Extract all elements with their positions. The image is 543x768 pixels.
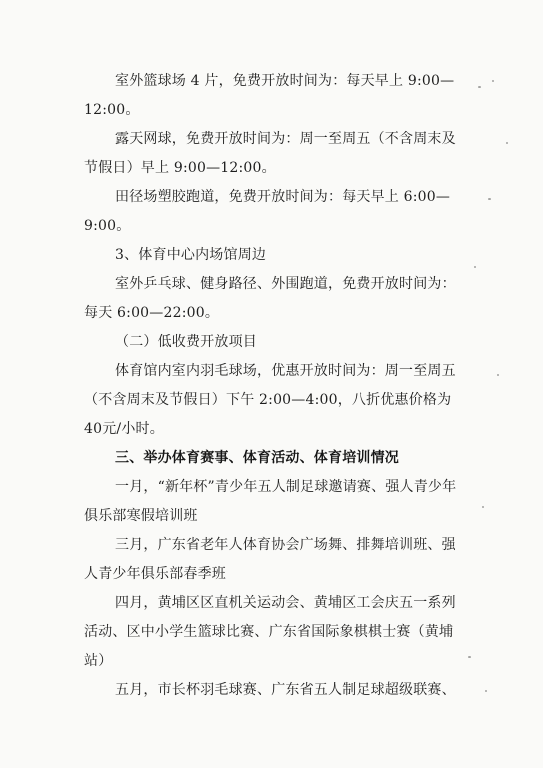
scan-speck [497, 374, 499, 376]
text-line: 一月，“新年杯”青少年五人制足球邀请赛、强人青少年 [115, 479, 457, 495]
text-line: 12:00。 [84, 102, 140, 118]
text-line: 节假日）早上 9:00—12:00。 [84, 160, 276, 176]
text-line: 室外篮球场 4 片，免费开放时间为：每天早上 9:00— [115, 73, 455, 89]
text-line: 俱乐部寒假培训班 [84, 508, 198, 524]
text-line: （不含周末及节假日）下午 2:00—4:00，八折优惠价格为 [84, 392, 452, 408]
scan-speck [506, 142, 508, 144]
scan-speck [492, 80, 494, 82]
text-line: 每天 6:00—22:00。 [84, 305, 220, 321]
text-line: 三月，广东省老年人体育协会广场舞、排舞培训班、强 [115, 537, 456, 553]
text-line: 体育馆内室内羽毛球场，优惠开放时间为：周一至周五 [115, 363, 456, 379]
text-line: 五月，市长杯羽毛球赛、广东省五人制足球超级联赛、 [115, 682, 456, 698]
scan-speck [478, 86, 481, 88]
section-heading: 三、举办体育赛事、体育活动、体育培训情况 [115, 450, 399, 466]
text-line: 40元/小时。 [84, 421, 164, 437]
scan-speck [482, 506, 484, 508]
text-line: 9:00。 [84, 218, 131, 234]
text-line: 室外乒乓球、健身路径、外围跑道，免费开放时间为： [115, 276, 456, 292]
scan-speck [468, 656, 471, 658]
text-line: 站） [84, 653, 113, 669]
section-subheading: 3、体育中心内场馆周边 [115, 247, 267, 263]
scan-speck [474, 266, 476, 268]
text-line: 露天网球，免费开放时间为：周一至周五（不含周末及 [115, 131, 456, 147]
text-line: 田径场塑胶跑道，免费开放时间为：每天早上 6:00— [115, 189, 451, 205]
text-line: 四月，黄埔区区直机关运动会、黄埔区工会庆五一系列 [115, 595, 456, 611]
scan-speck [485, 690, 487, 692]
scan-speck [488, 198, 491, 200]
text-line: 活动、区中小学生篮球比赛、广东省国际象棋棋士赛（黄埔 [84, 624, 454, 640]
section-subheading: （二）低收费开放项目 [115, 334, 257, 350]
text-line: 人青少年俱乐部春季班 [84, 566, 226, 582]
